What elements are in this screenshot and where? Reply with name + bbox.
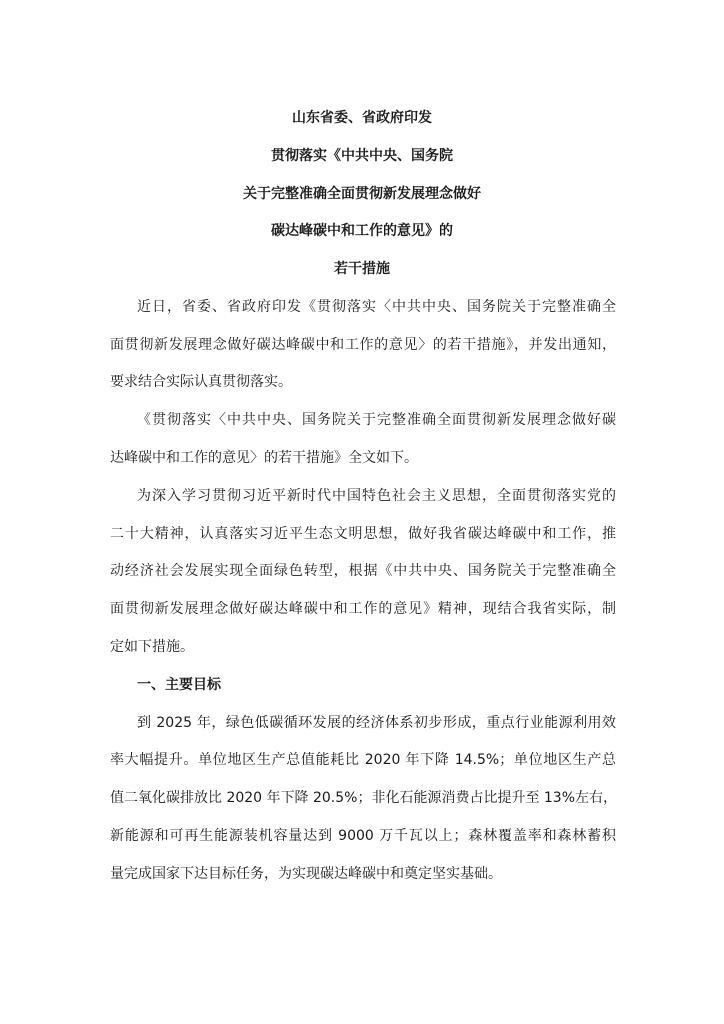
paragraph-3-line-1: 为深入学习贯彻习近平新时代中国特色社会主义思想，全面贯彻落实党的 — [137, 488, 616, 504]
paragraph-1-line-1: 近日，省委、省政府印发《贯彻落实〈中共中央、国务院关于完整准确全 — [137, 299, 616, 315]
paragraph-3-line-3: 动经济社会发展实现全面绿色转型，根据《中共中央、国务院关于完整准确全 — [110, 563, 616, 579]
paragraph-4-line-2: 率大幅提升。单位地区生产总值能耗比 2020 年下降 14.5%；单位地区生产总 — [110, 752, 616, 768]
section-heading: 一、主要目标 — [137, 677, 221, 693]
title-line-2: 贯彻落实《中共中央、国务院 — [271, 148, 453, 164]
title-line-3: 关于完整准确全面贯彻新发展理念做好 — [243, 186, 481, 202]
paragraph-2-line-1: 《贯彻落实〈中共中央、国务院关于完整准确全面贯彻新发展理念做好碳 — [137, 412, 616, 428]
paragraph-4-line-3: 值二氧化碳排放比 2020 年下降 20.5%；非化石能源消费占比提升至 13%左右， — [110, 790, 618, 806]
paragraph-3-line-2: 二十大精神，认真落实习近平生态文明思想，做好我省碳达峰碳中和工作，推 — [110, 526, 616, 542]
paragraph-1-line-2: 面贯彻新发展理念做好碳达峰碳中和工作的意见〉的若干措施》，并发出通知， — [110, 337, 616, 353]
paragraph-4-line-5: 量完成国家下达目标任务，为实现碳达峰碳中和奠定坚实基础。 — [110, 866, 502, 882]
title-line-1: 山东省委、省政府印发 — [292, 110, 432, 126]
paragraph-4-line-4: 新能源和可再生能源装机容量达到 9000 万千瓦以上；森林覆盖率和森林蓄积 — [110, 828, 616, 844]
paragraph-4-line-1: 到 2025 年，绿色低碳循环发展的经济体系初步形成，重点行业能源利用效 — [137, 715, 616, 731]
title-line-5: 若干措施 — [334, 261, 390, 277]
paragraph-1-line-3: 要求结合实际认真贯彻落实。 — [110, 374, 292, 390]
title-line-4: 碳达峰碳中和工作的意见》的 — [271, 223, 453, 239]
paragraph-2-line-2: 达峰碳中和工作的意见〉的若干措施》全文如下。 — [110, 450, 418, 466]
paragraph-3-line-4: 面贯彻新发展理念做好碳达峰碳中和工作的意见》精神，现结合我省实际，制 — [110, 601, 616, 617]
paragraph-3-line-5: 定如下措施。 — [110, 639, 194, 655]
